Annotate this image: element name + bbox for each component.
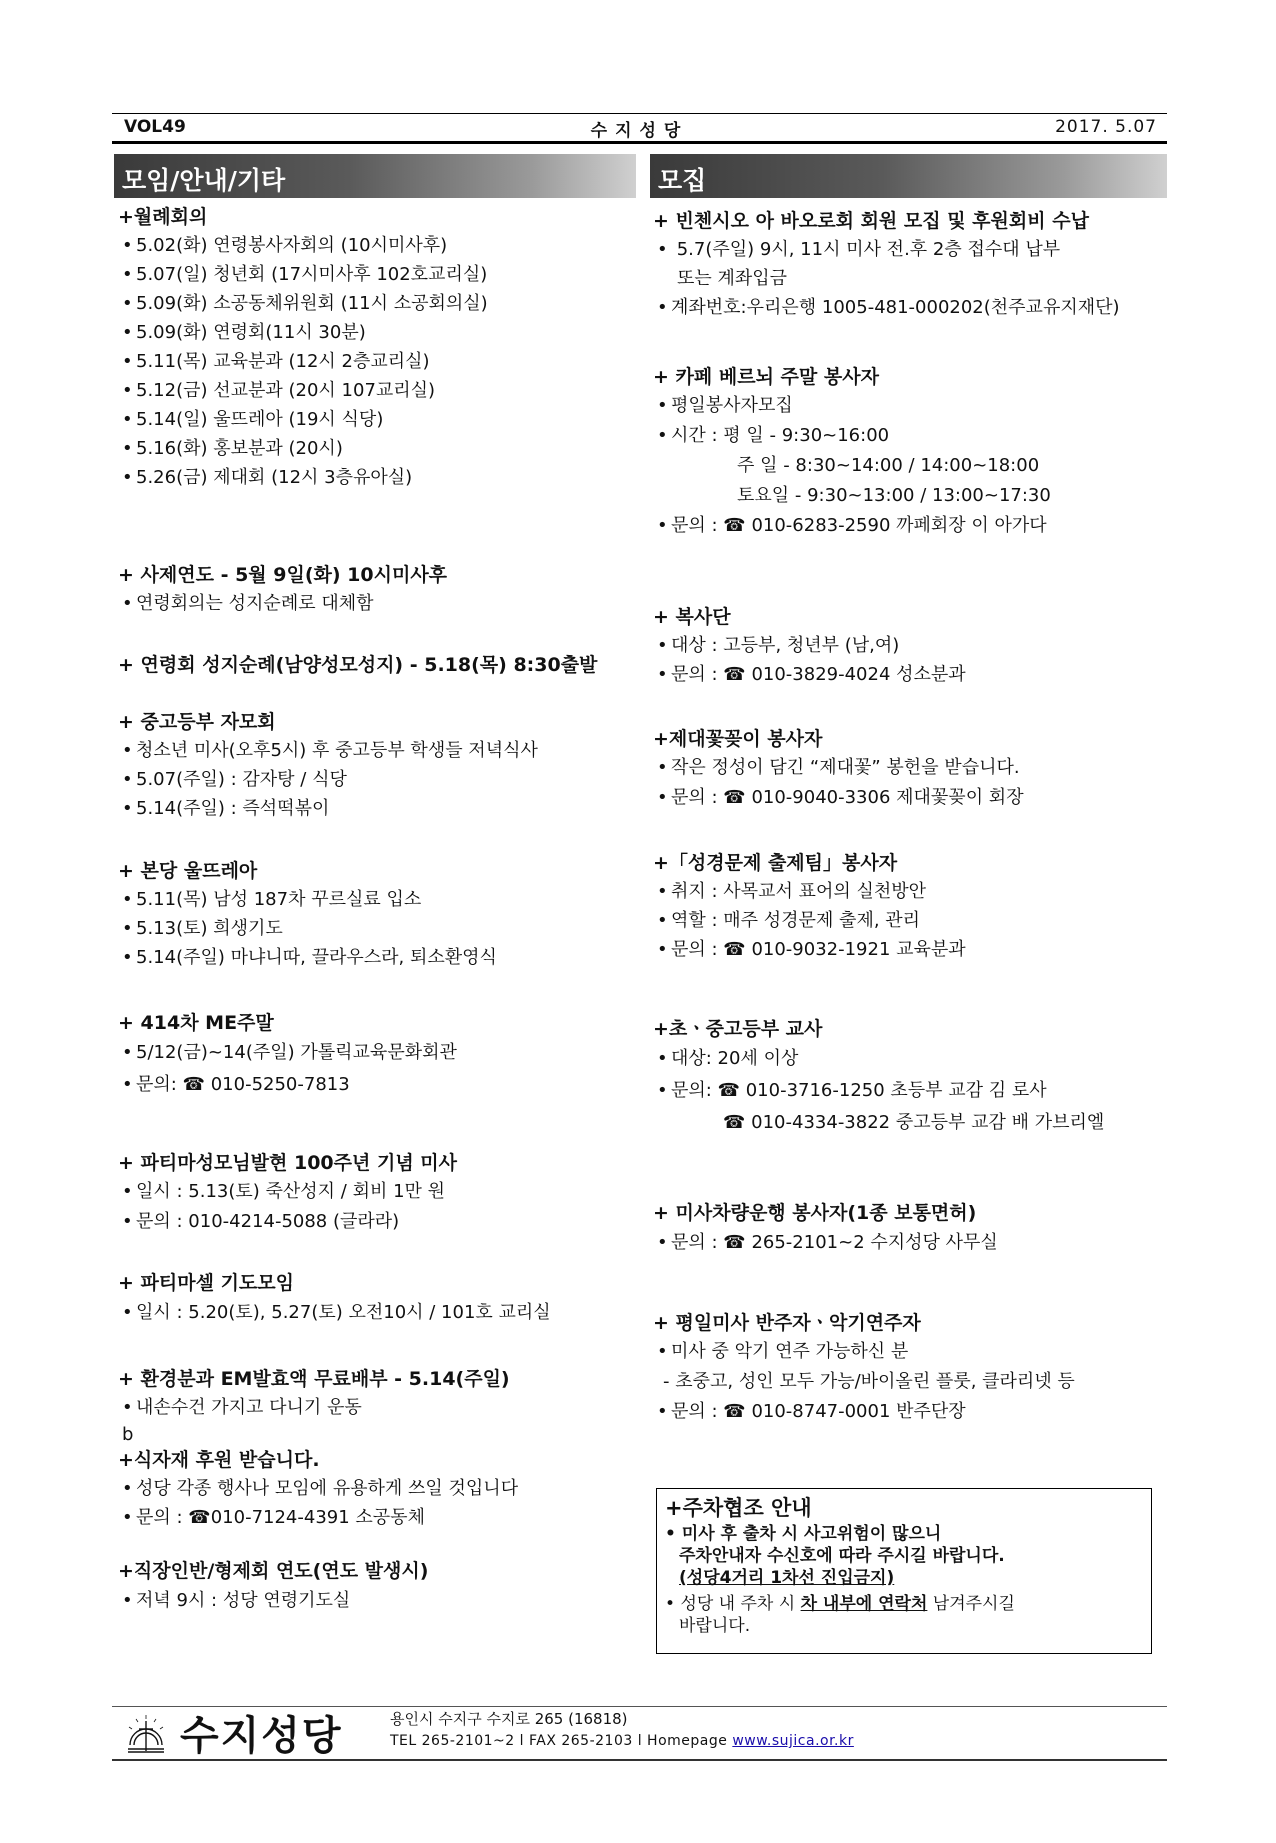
section-heading: + 파티마성모님발현 100주년 기념 미사 (118, 1152, 457, 1174)
parking-line: (성당4거리 1차선 진입금지) (679, 1568, 895, 1588)
parish-logo-icon (124, 1711, 168, 1755)
list-item: • 내손수건 가지고 다니기 운동 (118, 1393, 638, 1422)
em-distribution (118, 1366, 638, 1448)
section-heading: + 복사단 (653, 606, 731, 628)
music-accompanists (653, 1310, 1168, 1427)
phone-icon: ☎ (723, 515, 746, 536)
bullet-icon: • (122, 1302, 133, 1323)
bullet-icon: • (657, 515, 668, 536)
me-weekend (118, 1010, 638, 1101)
teachers (653, 1016, 1168, 1139)
list-item: • 문의: ☎ 010-3716-1250 초등부 교감 김 로사 (653, 1075, 1168, 1107)
list-item: • 저녁 9시 : 성당 연령기도실 (118, 1585, 638, 1617)
section-heading: + 빈첸시오 아 바오로회 회원 모집 및 후원회비 수납 (653, 210, 1089, 232)
list-item: • 5.14(일) 울뜨레아 (19시 식당) (118, 405, 638, 434)
fatima-prayer-group (118, 1270, 638, 1329)
bullet-icon: • (657, 297, 668, 318)
phone-icon: ☎ (723, 1112, 746, 1133)
list-item: • 5.13(토) 희생기도 (118, 914, 638, 943)
list-item: • 계좌번호:우리은행 1005-481-000202(천주교유지재단) (653, 293, 1168, 322)
section-heading: + 미사차량운행 봉사자(1종 보통면허) (653, 1202, 977, 1224)
bullet-icon: • (657, 939, 668, 960)
section-title-recruitment: 모집 (650, 154, 1167, 198)
bullet-icon: • (657, 881, 668, 902)
bullet-icon: • (657, 239, 668, 260)
phone-icon: ☎ (723, 939, 746, 960)
bullet-icon: • (122, 1181, 133, 1202)
bullet-icon: • (657, 1048, 668, 1069)
section-heading: + 파티마셀 기도모임 (118, 1272, 294, 1294)
bullet-icon: • (122, 769, 133, 790)
section-heading: +초ㆍ중고등부 교사 (653, 1018, 823, 1040)
cafe-volunteers (653, 364, 1168, 541)
list-item: • 작은 정성이 담긴 “제대꽃” 봉헌을 받습니다. (653, 753, 1168, 783)
list-item: • 5.16(화) 홍보분과 (20시) (118, 434, 638, 463)
list-item: • 5.09(화) 연령회(11시 30분) (118, 318, 638, 347)
section-heading: +식자재 후원 받습니다. (118, 1449, 320, 1471)
phone-icon: ☎ (723, 1232, 746, 1253)
bullet-icon: • (122, 740, 133, 761)
phone-icon: ☎ (188, 1507, 211, 1528)
list-item: • 문의: ☎ 010-5250-7813 (118, 1069, 638, 1101)
altar-servers (653, 604, 1168, 689)
bullet-icon: • (122, 1211, 133, 1232)
phone-icon: ☎ (723, 787, 746, 808)
bullet-icon: • (122, 409, 133, 430)
bullet-icon: • (657, 757, 668, 778)
list-item-continuation: ☎ 010-4334-3822 중고등부 교감 배 가브리엘 (723, 1112, 1105, 1133)
bullet-icon: • (122, 467, 133, 488)
list-item: • 5.14(주일) : 즉석떡볶이 (118, 794, 638, 823)
list-item: • 5.11(목) 남성 187차 꾸르실료 입소 (118, 885, 638, 914)
section-heading: + 414차 ME주말 (118, 1012, 274, 1034)
list-item: • 대상: 20세 이상 (653, 1043, 1168, 1075)
bullet-icon: • (122, 380, 133, 401)
list-item: • 문의 : ☎010-7124-4391 소공동체 (118, 1503, 638, 1532)
vincent-de-paul (653, 208, 1168, 322)
list-item: • 대상 : 고등부, 청년부 (남,여) (653, 631, 1168, 660)
section-heading: + 연령회 성지순례(남양성모성지) - 5.18(목) 8:30출발 (118, 654, 598, 676)
list-item-continuation: 토요일 - 9:30~13:00 / 13:00~17:30 (737, 485, 1051, 506)
bullet-icon: • (657, 1232, 668, 1253)
ultreya (118, 858, 638, 972)
section-title-meetings: 모임/안내/기타 (114, 154, 636, 198)
section-heading: +「성경문제 출제팀」봉사자 (653, 852, 898, 874)
section-heading: +월례회의 (118, 206, 208, 228)
bullet-icon: • (657, 1341, 668, 1362)
bullet-icon: • (122, 438, 133, 459)
bullet-icon: • (122, 1590, 133, 1611)
bullet-icon: • (122, 1397, 133, 1418)
list-item: • 성당 각종 행사나 모임에 유용하게 쓰일 것입니다 (118, 1474, 638, 1503)
list-item: • 5.11(목) 교육분과 (12시 2층교리실) (118, 347, 638, 376)
list-item: • 문의 : ☎ 010-8747-0001 반주단장 (653, 1397, 1168, 1427)
section-heading: +제대꽃꽂이 봉사자 (653, 728, 823, 750)
list-item: • 문의 : ☎ 010-9032-1921 교육분과 (653, 935, 1168, 964)
bullet-icon: • (122, 1507, 133, 1528)
bullet-icon: • (122, 322, 133, 343)
altar-flowers (653, 726, 1168, 813)
fatima-100th-mass (118, 1150, 638, 1237)
mass-driving (653, 1200, 1168, 1259)
list-item: • 일시 : 5.20(토), 5.27(토) 오전10시 / 101호 교리실 (118, 1297, 638, 1329)
bullet-icon: • (657, 635, 668, 656)
section-heading: +직장인반/형제회 연도(연도 발생시) (118, 1560, 429, 1582)
bullet-icon: • (122, 1478, 133, 1499)
footer-contact: TEL 265-2101~2 l FAX 265-2103 l Homepage www.sujica.or.kr (390, 1733, 854, 1749)
section-heading: + 중고등부 자모회 (118, 711, 276, 733)
list-item: • 5.7(주일) 9시, 11시 미사 전.후 2층 접수대 납부 (653, 235, 1168, 264)
monthly-meetings (118, 204, 638, 492)
page-header (112, 114, 1167, 142)
list-item: • 시간 : 평 일 - 9:30~16:00 (653, 421, 1168, 451)
list-item: • 5.26(금) 제대회 (12시 3층유아실) (118, 463, 638, 492)
footer-parish-name: 수지성당 (180, 1713, 343, 1759)
bullet-icon: • (657, 425, 668, 446)
list-item: • 청소년 미사(오후5시) 후 중고등부 학생들 저녁식사 (118, 736, 638, 765)
bullet-icon: • (665, 1524, 676, 1544)
bullet-icon: • (122, 1042, 133, 1063)
bullet-icon: • (657, 910, 668, 931)
section-heading: + 카페 베르뇌 주말 봉사자 (653, 366, 879, 388)
footer-address: 용인시 수지구 수지로 265 (16818) (390, 1710, 628, 1728)
bullet-icon: • (122, 947, 133, 968)
list-item: • 5.02(화) 연령봉사자회의 (10시미사후) (118, 231, 638, 260)
bullet-icon: • (122, 351, 133, 372)
homepage-link[interactable]: www.sujica.or.kr (732, 1733, 854, 1749)
bullet-icon: • (657, 1080, 668, 1101)
list-item-continuation: 주 일 - 8:30~14:00 / 14:00~18:00 (737, 455, 1040, 476)
list-item: • 5.07(일) 청년회 (17시미사후 102호교리실) (118, 260, 638, 289)
parking-line: 바랍니다. (679, 1616, 751, 1636)
list-item: • 문의 : ☎ 265-2101~2 수지성당 사무실 (653, 1227, 1168, 1259)
parents-association (118, 709, 638, 823)
bullet-icon: • (657, 1401, 668, 1422)
volume-number: VOL49 (124, 117, 186, 137)
bullet-icon: • (122, 889, 133, 910)
list-item: • 평일봉사자모집 (653, 391, 1168, 421)
food-donation (118, 1447, 638, 1532)
list-item: • 문의 : 010-4214-5088 (글라라) (118, 1207, 638, 1237)
section-heading: + 본당 울뜨레아 (118, 860, 258, 882)
list-item: • 5.09(화) 소공동체위원회 (11시 소공회의실) (118, 289, 638, 318)
phone-icon: ☎ (182, 1074, 205, 1095)
pilgrimage (118, 652, 638, 679)
list-item: • 문의 : ☎ 010-3829-4024 성소분과 (653, 660, 1168, 689)
section-heading: + 사제연도 - 5월 9일(화) 10시미사후 (118, 564, 448, 586)
list-item: • 5.12(금) 선교분과 (20시 107교리실) (118, 376, 638, 405)
list-item: • 문의 : ☎ 010-6283-2590 까페회장 이 아가다 (653, 511, 1168, 541)
bullet-icon: • (665, 1594, 676, 1614)
bullet-icon: • (122, 918, 133, 939)
parking-notice-box (656, 1488, 1152, 1654)
list-item: • 일시 : 5.13(토) 죽산성지 / 회비 1만 원 (118, 1177, 638, 1207)
bullet-icon: • (122, 235, 133, 256)
header-bottom-rule (112, 141, 1167, 144)
bullet-icon: • (122, 1074, 133, 1095)
list-item-continuation: 또는 계좌입금 (677, 268, 788, 289)
list-item: • 미사 중 악기 연주 가능하신 분 (653, 1337, 1168, 1367)
list-item: • 5.14(주일) 마냐니따, 끌라우스라, 퇴소환영식 (118, 943, 638, 972)
bible-quiz-team (653, 850, 1168, 964)
header-parish-name: 수지성당 (590, 121, 689, 141)
list-item: • 5/12(금)~14(주일) 가톨릭교육문화회관 (118, 1037, 638, 1069)
list-item: • 역할 : 매주 성경문제 출제, 관리 (653, 906, 1168, 935)
priest-memorial (118, 562, 638, 618)
parking-line: • 성당 내 주차 시 차 내부에 연락처 남겨주시길 (665, 1594, 1015, 1614)
workers-group (118, 1558, 638, 1617)
bullet-icon: • (122, 293, 133, 314)
list-item: • 문의 : ☎ 010-9040-3306 제대꽃꽂이 회장 (653, 783, 1168, 813)
phone-icon: ☎ (717, 1080, 740, 1101)
list-item: • 연령회의는 성지순례로 대체함 (118, 589, 638, 618)
parking-title: +주차협조 안내 (665, 1496, 812, 1520)
list-item: • 5.07(주일) : 감자탕 / 식당 (118, 765, 638, 794)
parking-line: • 미사 후 출차 시 사고위험이 많으니 (665, 1524, 942, 1544)
stray-character: b (122, 1424, 134, 1445)
section-heading: + 환경분과 EM발효액 무료배부 - 5.14(주일) (118, 1368, 510, 1390)
list-item: • 취지 : 사목교서 표어의 실천방안 (653, 877, 1168, 906)
bullet-icon: • (122, 593, 133, 614)
list-item-continuation: - 초중고, 성인 모두 가능/바이올린 플룻, 클라리넷 등 (663, 1371, 1075, 1392)
bullet-icon: • (122, 798, 133, 819)
footer-bottom-rule (112, 1759, 1167, 1761)
issue-date: 2017. 5.07 (1055, 117, 1157, 137)
bullet-icon: • (657, 664, 668, 685)
bullet-icon: • (657, 787, 668, 808)
phone-icon: ☎ (723, 1401, 746, 1422)
bullet-icon: • (657, 395, 668, 416)
phone-icon: ☎ (723, 664, 746, 685)
bullet-icon: • (122, 264, 133, 285)
section-heading: + 평일미사 반주자ㆍ악기연주자 (653, 1312, 921, 1334)
parking-line: 주차안내자 수신호에 따라 주시길 바랍니다. (679, 1546, 1005, 1566)
